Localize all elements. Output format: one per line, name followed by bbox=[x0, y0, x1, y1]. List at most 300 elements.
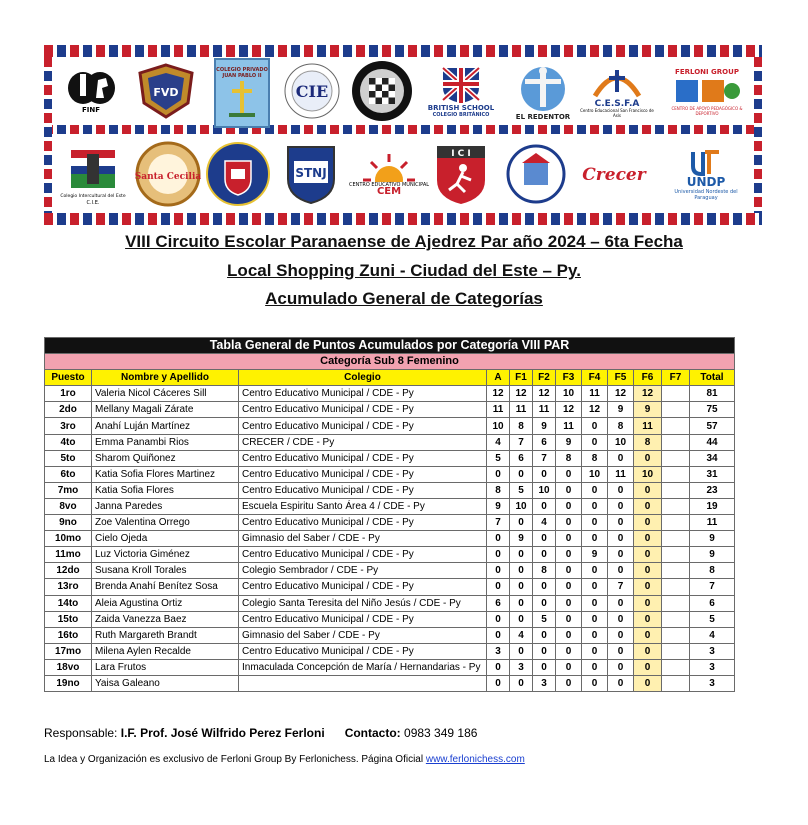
table-row bbox=[45, 466, 735, 482]
cell-f2: 3 bbox=[533, 675, 556, 691]
cell-f3: 9 bbox=[556, 434, 582, 450]
cell-f1: 10 bbox=[510, 498, 533, 514]
cell-name: Anahí Luján Martínez bbox=[92, 418, 239, 434]
table-row bbox=[45, 386, 735, 402]
cell-name: Brenda Anahí Benítez Sosa bbox=[92, 579, 239, 595]
cell-name: Ruth Margareth Brandt bbox=[92, 627, 239, 643]
cell-f2: 10 bbox=[533, 482, 556, 498]
cell-f4: 0 bbox=[582, 659, 608, 675]
table-row bbox=[45, 611, 735, 627]
ici-logo bbox=[430, 139, 492, 209]
cell-f7 bbox=[662, 627, 690, 643]
cell-f4: 0 bbox=[582, 498, 608, 514]
undp-emblem-icon bbox=[689, 148, 723, 176]
contact-label: Contacto: bbox=[344, 726, 401, 740]
cell-f3: 0 bbox=[556, 675, 582, 691]
sun-icon bbox=[361, 152, 417, 182]
cell-f5: 12 bbox=[608, 386, 634, 402]
svg-text:FVD: FVD bbox=[153, 86, 179, 99]
cell-f1: 5 bbox=[510, 482, 533, 498]
cell-f6: 0 bbox=[634, 659, 662, 675]
cell-name: Janna Paredes bbox=[92, 498, 239, 514]
cell-f3: 0 bbox=[556, 531, 582, 547]
cell-f5: 0 bbox=[608, 563, 634, 579]
cell-f5: 0 bbox=[608, 627, 634, 643]
cell-f2: 7 bbox=[533, 450, 556, 466]
cell-f2: 0 bbox=[533, 659, 556, 675]
col-header: F3 bbox=[556, 370, 582, 386]
cell-f1: 0 bbox=[510, 611, 533, 627]
flag-border-middle bbox=[44, 125, 762, 134]
cell-pos: 3ro bbox=[45, 418, 92, 434]
table-row bbox=[45, 515, 735, 531]
cell-school: Centro Educativo Municipal / CDE - Py bbox=[239, 482, 487, 498]
col-header: Colegio bbox=[239, 370, 487, 386]
cell-pos: 18vo bbox=[45, 659, 92, 675]
cie-emblem-icon bbox=[281, 62, 343, 120]
cell-f4: 10 bbox=[582, 466, 608, 482]
cell-f4: 0 bbox=[582, 595, 608, 611]
cell-f6: 0 bbox=[634, 547, 662, 563]
cell-f3: 0 bbox=[556, 482, 582, 498]
cell-f3: 0 bbox=[556, 466, 582, 482]
cell-f4: 0 bbox=[582, 643, 608, 659]
cell-pos: 10mo bbox=[45, 531, 92, 547]
cell-f2: 8 bbox=[533, 563, 556, 579]
cell-f4: 0 bbox=[582, 482, 608, 498]
col-header: Nombre y Apellido bbox=[92, 370, 239, 386]
cell-total: 19 bbox=[690, 498, 735, 514]
cell-total: 3 bbox=[690, 675, 735, 691]
juan-pablo-ii-logo: COLEGIO PRIVADO JUAN PABLO II bbox=[214, 58, 270, 128]
cell-pos: 2do bbox=[45, 402, 92, 418]
cell-total: 6 bbox=[690, 595, 735, 611]
cell-f6: 0 bbox=[634, 611, 662, 627]
cell-f7 bbox=[662, 595, 690, 611]
flag-border-bottom bbox=[44, 213, 762, 225]
cell-a: 0 bbox=[487, 547, 510, 563]
cell-total: 3 bbox=[690, 659, 735, 675]
table-row bbox=[45, 643, 735, 659]
cell-school: Centro Educativo Municipal / CDE - Py bbox=[239, 466, 487, 482]
cell-f7 bbox=[662, 418, 690, 434]
stnj-logo bbox=[280, 141, 342, 207]
cell-f4: 0 bbox=[582, 515, 608, 531]
cell-pos: 14to bbox=[45, 595, 92, 611]
cell-total: 5 bbox=[690, 611, 735, 627]
col-header: Total bbox=[690, 370, 735, 386]
cell-pos: 19no bbox=[45, 675, 92, 691]
cell-total: 31 bbox=[690, 466, 735, 482]
cell-total: 23 bbox=[690, 482, 735, 498]
cell-f3: 0 bbox=[556, 595, 582, 611]
cell-f4: 0 bbox=[582, 675, 608, 691]
cell-school: Centro Educativo Municipal / CDE - Py bbox=[239, 515, 487, 531]
cell-f7 bbox=[662, 498, 690, 514]
cell-f5: 0 bbox=[608, 643, 634, 659]
category-header: Categoría Sub 8 Femenino bbox=[45, 354, 735, 370]
cell-f6: 0 bbox=[634, 675, 662, 691]
cell-f5: 0 bbox=[608, 450, 634, 466]
cell-f6: 8 bbox=[634, 434, 662, 450]
cell-f7 bbox=[662, 611, 690, 627]
cell-f7 bbox=[662, 643, 690, 659]
cell-pos: 5to bbox=[45, 450, 92, 466]
table-row bbox=[45, 595, 735, 611]
cell-f6: 12 bbox=[634, 386, 662, 402]
cell-f4: 0 bbox=[582, 579, 608, 595]
cell-total: 34 bbox=[690, 450, 735, 466]
cell-school: Inmaculada Concepción de María / Hernandarias - Py bbox=[239, 659, 487, 675]
cell-a: 0 bbox=[487, 563, 510, 579]
cell-f4: 0 bbox=[582, 627, 608, 643]
table-row bbox=[45, 675, 735, 691]
flag-border-right bbox=[754, 57, 762, 213]
british-school-logo: BRITISH SCHOOL COLEGIO BRITÁNICO bbox=[418, 61, 504, 123]
cell-f5: 0 bbox=[608, 515, 634, 531]
cell-f2: 5 bbox=[533, 611, 556, 627]
cell-f6: 0 bbox=[634, 498, 662, 514]
cell-school: Centro Educativo Municipal / CDE - Py bbox=[239, 643, 487, 659]
cell-f7 bbox=[662, 450, 690, 466]
svg-text:CIE: CIE bbox=[295, 82, 329, 101]
cell-f6: 9 bbox=[634, 402, 662, 418]
cell-pos: 8vo bbox=[45, 498, 92, 514]
table-row bbox=[45, 531, 735, 547]
cell-a: 8 bbox=[487, 482, 510, 498]
cell-f1: 0 bbox=[510, 547, 533, 563]
cell-f2: 0 bbox=[533, 595, 556, 611]
cell-f2: 11 bbox=[533, 402, 556, 418]
cell-name: Katia Sofia Flores bbox=[92, 482, 239, 498]
col-header: F6 bbox=[634, 370, 662, 386]
chess-king-knight-icon bbox=[66, 68, 116, 106]
cell-school: Centro Educativo Municipal / CDE - Py bbox=[239, 611, 487, 627]
cell-f2: 0 bbox=[533, 531, 556, 547]
cell-f5: 0 bbox=[608, 547, 634, 563]
cell-f5: 0 bbox=[608, 531, 634, 547]
cell-school: Colegio Santa Teresita del Niño Jesús / CDE - Py bbox=[239, 595, 487, 611]
cell-f1: 8 bbox=[510, 418, 533, 434]
credits-text: La Idea y Organización es exclusivo de Ferloni Group By Ferlonichess. Página Oficial bbox=[44, 754, 424, 765]
cell-a: 7 bbox=[487, 515, 510, 531]
cell-f5: 0 bbox=[608, 482, 634, 498]
cell-f3: 0 bbox=[556, 547, 582, 563]
cell-total: 8 bbox=[690, 563, 735, 579]
cell-f5: 11 bbox=[608, 466, 634, 482]
cell-pos: 17mo bbox=[45, 643, 92, 659]
cell-f5: 0 bbox=[608, 675, 634, 691]
cell-f3: 0 bbox=[556, 579, 582, 595]
cell-f2: 9 bbox=[533, 418, 556, 434]
table-row bbox=[45, 547, 735, 563]
footer-credits bbox=[44, 754, 525, 765]
cell-school: Centro Educativo Municipal / CDE - Py bbox=[239, 547, 487, 563]
cell-f4: 0 bbox=[582, 418, 608, 434]
cell-f1: 0 bbox=[510, 466, 533, 482]
cell-f6: 0 bbox=[634, 595, 662, 611]
cell-f7 bbox=[662, 434, 690, 450]
table-row bbox=[45, 579, 735, 595]
table-row bbox=[45, 563, 735, 579]
cell-f5: 0 bbox=[608, 498, 634, 514]
cell-a: 5 bbox=[487, 450, 510, 466]
cell-f7 bbox=[662, 515, 690, 531]
cell-a: 0 bbox=[487, 675, 510, 691]
cell-f7 bbox=[662, 466, 690, 482]
cell-f2: 12 bbox=[533, 386, 556, 402]
stnj-shield-icon bbox=[284, 143, 338, 205]
cell-pos: 15to bbox=[45, 611, 92, 627]
cell-f1: 4 bbox=[510, 627, 533, 643]
table-row bbox=[45, 482, 735, 498]
chessboard-icon bbox=[351, 60, 413, 122]
santa-rita-seal-icon bbox=[506, 141, 566, 207]
cell-f6: 0 bbox=[634, 563, 662, 579]
table-row bbox=[45, 659, 735, 675]
cell-f4: 11 bbox=[582, 386, 608, 402]
cell-name: Valeria Nicol Cáceres Sill bbox=[92, 386, 239, 402]
cell-f1: 0 bbox=[510, 563, 533, 579]
cell-f4: 0 bbox=[582, 434, 608, 450]
cell-total: 9 bbox=[690, 547, 735, 563]
cell-f3: 12 bbox=[556, 402, 582, 418]
table-row bbox=[45, 418, 735, 434]
cell-school: Gimnasio del Saber / CDE - Py bbox=[239, 531, 487, 547]
cell-a: 6 bbox=[487, 595, 510, 611]
cie-school-logo bbox=[278, 60, 346, 122]
santa-rita-logo bbox=[504, 139, 568, 209]
table-row bbox=[45, 627, 735, 643]
cell-f2: 4 bbox=[533, 515, 556, 531]
cell-f3: 0 bbox=[556, 643, 582, 659]
cell-f6: 11 bbox=[634, 418, 662, 434]
cell-pos: 1ro bbox=[45, 386, 92, 402]
cell-a: 0 bbox=[487, 611, 510, 627]
cell-f4: 9 bbox=[582, 547, 608, 563]
cell-f5: 9 bbox=[608, 402, 634, 418]
cell-f1: 3 bbox=[510, 659, 533, 675]
flag-border-left bbox=[44, 57, 52, 213]
union-jack-shield-icon bbox=[441, 66, 481, 104]
flags-emblem-icon bbox=[65, 142, 121, 194]
cell-f1: 0 bbox=[510, 675, 533, 691]
cell-a: 10 bbox=[487, 418, 510, 434]
cell-f1: 0 bbox=[510, 643, 533, 659]
cell-pos: 12do bbox=[45, 563, 92, 579]
cell-pos: 4to bbox=[45, 434, 92, 450]
cell-total: 9 bbox=[690, 531, 735, 547]
cell-f4: 8 bbox=[582, 450, 608, 466]
cell-f5: 7 bbox=[608, 579, 634, 595]
table-row bbox=[45, 498, 735, 514]
svg-text:Santa Cecilia: Santa Cecilia bbox=[135, 172, 201, 182]
christ-statue-icon bbox=[513, 63, 573, 113]
event-title: VIII Circuito Escolar Paranaense de Ajedrez Par año 2024 – 6ta Fecha bbox=[125, 232, 683, 251]
col-header: F2 bbox=[533, 370, 556, 386]
cell-f1: 0 bbox=[510, 579, 533, 595]
cell-f2: 0 bbox=[533, 579, 556, 595]
cell-school: Centro Educativo Municipal / CDE - Py bbox=[239, 418, 487, 434]
cell-f3: 0 bbox=[556, 611, 582, 627]
cell-total: 81 bbox=[690, 386, 735, 402]
undp-logo: UNDP Universidad Nordeste del Paraguay bbox=[662, 141, 750, 207]
cell-f6: 0 bbox=[634, 579, 662, 595]
table-title: Tabla General de Puntos Acumulados por Categoría VIII PAR bbox=[45, 338, 735, 354]
club-ferlonichess-logo bbox=[350, 59, 414, 123]
cell-f5: 0 bbox=[608, 595, 634, 611]
cell-school: Centro Educativo Municipal / CDE - Py bbox=[239, 579, 487, 595]
cell-pos: 9no bbox=[45, 515, 92, 531]
col-header: A bbox=[487, 370, 510, 386]
table-row bbox=[45, 402, 735, 418]
cesfa-logo: C.E.S.F.A Centro Educacional San Francisco de Asís bbox=[580, 61, 654, 123]
cell-f6: 0 bbox=[634, 482, 662, 498]
cell-f2: 0 bbox=[533, 643, 556, 659]
cell-f7 bbox=[662, 563, 690, 579]
cell-f2: 0 bbox=[533, 627, 556, 643]
cell-f2: 6 bbox=[533, 434, 556, 450]
cell-total: 57 bbox=[690, 418, 735, 434]
table-row bbox=[45, 450, 735, 466]
cell-f1: 0 bbox=[510, 515, 533, 531]
cell-f1: 9 bbox=[510, 531, 533, 547]
cell-total: 75 bbox=[690, 402, 735, 418]
fvd-logo bbox=[132, 59, 200, 123]
cell-name: Lara Frutos bbox=[92, 659, 239, 675]
event-location: Local Shopping Zuni - Ciudad del Este – Py. bbox=[227, 261, 581, 280]
cell-a: 0 bbox=[487, 531, 510, 547]
ferloni-group-logo: FERLONI GROUP CENTRO DE APOYO PEDAGÓGICO & DEPORTIVO bbox=[671, 68, 743, 116]
cell-school: CRECER / CDE - Py bbox=[239, 434, 487, 450]
cell-name: Cielo Ojeda bbox=[92, 531, 239, 547]
cell-f2: 0 bbox=[533, 466, 556, 482]
cell-f3: 10 bbox=[556, 386, 582, 402]
cell-f1: 6 bbox=[510, 450, 533, 466]
cell-f5: 0 bbox=[608, 611, 634, 627]
cell-f2: 0 bbox=[533, 498, 556, 514]
cell-f5: 0 bbox=[608, 659, 634, 675]
finf-logo: FINF bbox=[58, 63, 124, 119]
cell-f2: 0 bbox=[533, 547, 556, 563]
cell-pos: 13ro bbox=[45, 579, 92, 595]
cell-f6: 0 bbox=[634, 627, 662, 643]
cell-f3: 11 bbox=[556, 418, 582, 434]
col-header: F4 bbox=[582, 370, 608, 386]
cell-name: Milena Aylen Recalde bbox=[92, 643, 239, 659]
cell-a: 12 bbox=[487, 386, 510, 402]
cell-f7 bbox=[662, 402, 690, 418]
cell-a: 3 bbox=[487, 643, 510, 659]
cell-f1: 12 bbox=[510, 386, 533, 402]
ferloni-chess-icon bbox=[672, 76, 742, 106]
el-redentor-logo: EL REDENTOR bbox=[510, 59, 576, 125]
cell-a: 0 bbox=[487, 466, 510, 482]
cell-f4: 0 bbox=[582, 531, 608, 547]
cell-f3: 8 bbox=[556, 450, 582, 466]
cell-name: Luz Victoria Giménez bbox=[92, 547, 239, 563]
ici-shield-icon bbox=[433, 142, 489, 206]
col-header: Puesto bbox=[45, 370, 92, 386]
cell-f6: 0 bbox=[634, 515, 662, 531]
col-header: F1 bbox=[510, 370, 533, 386]
cell-f3: 0 bbox=[556, 563, 582, 579]
cem-logo: CENTRO EDUCATIVO MUNICIPAL CEM bbox=[348, 139, 430, 209]
cell-f7 bbox=[662, 547, 690, 563]
cell-f7 bbox=[662, 579, 690, 595]
cesfa-emblem-icon bbox=[589, 66, 645, 100]
cell-a: 0 bbox=[487, 659, 510, 675]
cell-f1: 11 bbox=[510, 402, 533, 418]
cell-f6: 0 bbox=[634, 450, 662, 466]
footer-responsible bbox=[44, 726, 477, 740]
cell-f3: 0 bbox=[556, 627, 582, 643]
responsible-name: I.F. Prof. José Wilfrido Perez Ferloni bbox=[120, 726, 325, 740]
cell-name: Emma Panambi Rios bbox=[92, 434, 239, 450]
cell-pos: 6to bbox=[45, 466, 92, 482]
santa-cecilia-seal-icon bbox=[135, 141, 201, 207]
cell-f1: 0 bbox=[510, 595, 533, 611]
cell-a: 0 bbox=[487, 579, 510, 595]
website-link[interactable]: www.ferlonichess.com bbox=[425, 754, 525, 765]
svg-text:I C I: I C I bbox=[451, 149, 471, 159]
cell-school: Centro Educativo Municipal / CDE - Py bbox=[239, 402, 487, 418]
event-subtitle: Acumulado General de Categorías bbox=[265, 289, 543, 308]
cell-school: Centro Educativo Municipal / CDE - Py bbox=[239, 450, 487, 466]
col-header: F5 bbox=[608, 370, 634, 386]
cell-name: Yaisa Galeano bbox=[92, 675, 239, 691]
svg-text:STNJ: STNJ bbox=[295, 166, 327, 180]
standings-table bbox=[44, 337, 735, 692]
crecer-brand-logo: Crecer bbox=[582, 165, 646, 185]
cell-name: Susana Kroll Torales bbox=[92, 563, 239, 579]
col-header: F7 bbox=[662, 370, 690, 386]
contact-value: 0983 349 186 bbox=[404, 726, 478, 740]
cell-a: 11 bbox=[487, 402, 510, 418]
cell-name: Sharom Quiñonez bbox=[92, 450, 239, 466]
cell-f6: 0 bbox=[634, 643, 662, 659]
cell-f6: 0 bbox=[634, 531, 662, 547]
santa-cecilia-logo bbox=[134, 139, 202, 209]
cell-a: 0 bbox=[487, 627, 510, 643]
crecer-seal-icon bbox=[205, 141, 271, 207]
column-headers bbox=[45, 370, 735, 386]
flag-border-top bbox=[44, 45, 762, 57]
cell-total: 7 bbox=[690, 579, 735, 595]
cell-f7 bbox=[662, 531, 690, 547]
cell-f7 bbox=[662, 482, 690, 498]
cell-name: Zoe Valentina Orrego bbox=[92, 515, 239, 531]
cell-school bbox=[239, 675, 487, 691]
cell-f5: 8 bbox=[608, 418, 634, 434]
sponsor-banner bbox=[44, 45, 762, 225]
cell-total: 44 bbox=[690, 434, 735, 450]
cell-f1: 7 bbox=[510, 434, 533, 450]
cell-total: 3 bbox=[690, 643, 735, 659]
cell-f4: 12 bbox=[582, 402, 608, 418]
cell-a: 4 bbox=[487, 434, 510, 450]
cell-f7 bbox=[662, 675, 690, 691]
cell-f5: 10 bbox=[608, 434, 634, 450]
cell-name: Zaida Vanezza Baez bbox=[92, 611, 239, 627]
cell-pos: 16to bbox=[45, 627, 92, 643]
cross-icon bbox=[227, 79, 257, 119]
shield-icon bbox=[136, 63, 196, 119]
cell-school: Colegio Sembrador / CDE - Py bbox=[239, 563, 487, 579]
cell-pos: 7mo bbox=[45, 482, 92, 498]
cell-total: 11 bbox=[690, 515, 735, 531]
cell-name: Katia Sofia Flores Martinez bbox=[92, 466, 239, 482]
